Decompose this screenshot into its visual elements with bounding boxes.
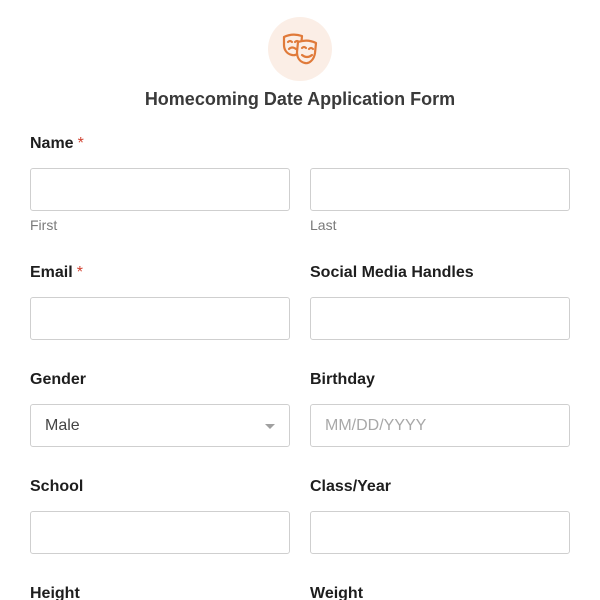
required-asterisk: * — [76, 264, 83, 281]
class-year-label: Class/Year — [310, 478, 391, 495]
height-label: Height — [30, 585, 80, 600]
birthday-field[interactable] — [310, 404, 570, 447]
birthday-input[interactable] — [311, 405, 569, 446]
social-media-label: Social Media Handles — [310, 264, 474, 281]
gender-select[interactable] — [30, 404, 290, 447]
name-label: Name * — [30, 135, 84, 152]
email-label: Email * — [30, 264, 83, 281]
school-label: School — [30, 478, 84, 495]
last-name-input[interactable] — [311, 169, 569, 210]
email-field[interactable] — [30, 297, 290, 340]
gender-selected-value: Male — [45, 417, 80, 434]
last-name-field[interactable] — [310, 168, 570, 211]
email-input[interactable] — [31, 298, 289, 339]
required-asterisk: * — [77, 135, 84, 152]
weight-label: Weight — [310, 585, 364, 600]
birthday-label: Birthday — [310, 371, 375, 388]
social-media-field[interactable] — [310, 297, 570, 340]
chevron-down-icon — [265, 424, 275, 429]
first-name-sublabel: First — [30, 217, 58, 233]
first-name-input[interactable] — [31, 169, 289, 210]
school-field[interactable] — [30, 511, 290, 554]
theater-masks-icon — [279, 28, 321, 70]
last-name-sublabel: Last — [310, 217, 337, 233]
social-media-input[interactable] — [311, 298, 569, 339]
school-input[interactable] — [31, 512, 289, 553]
form-logo — [268, 17, 332, 81]
class-year-field[interactable] — [310, 511, 570, 554]
gender-label: Gender — [30, 371, 87, 388]
class-year-input[interactable] — [311, 512, 569, 553]
first-name-field[interactable] — [30, 168, 290, 211]
form-title: Homecoming Date Application Form — [144, 89, 456, 109]
